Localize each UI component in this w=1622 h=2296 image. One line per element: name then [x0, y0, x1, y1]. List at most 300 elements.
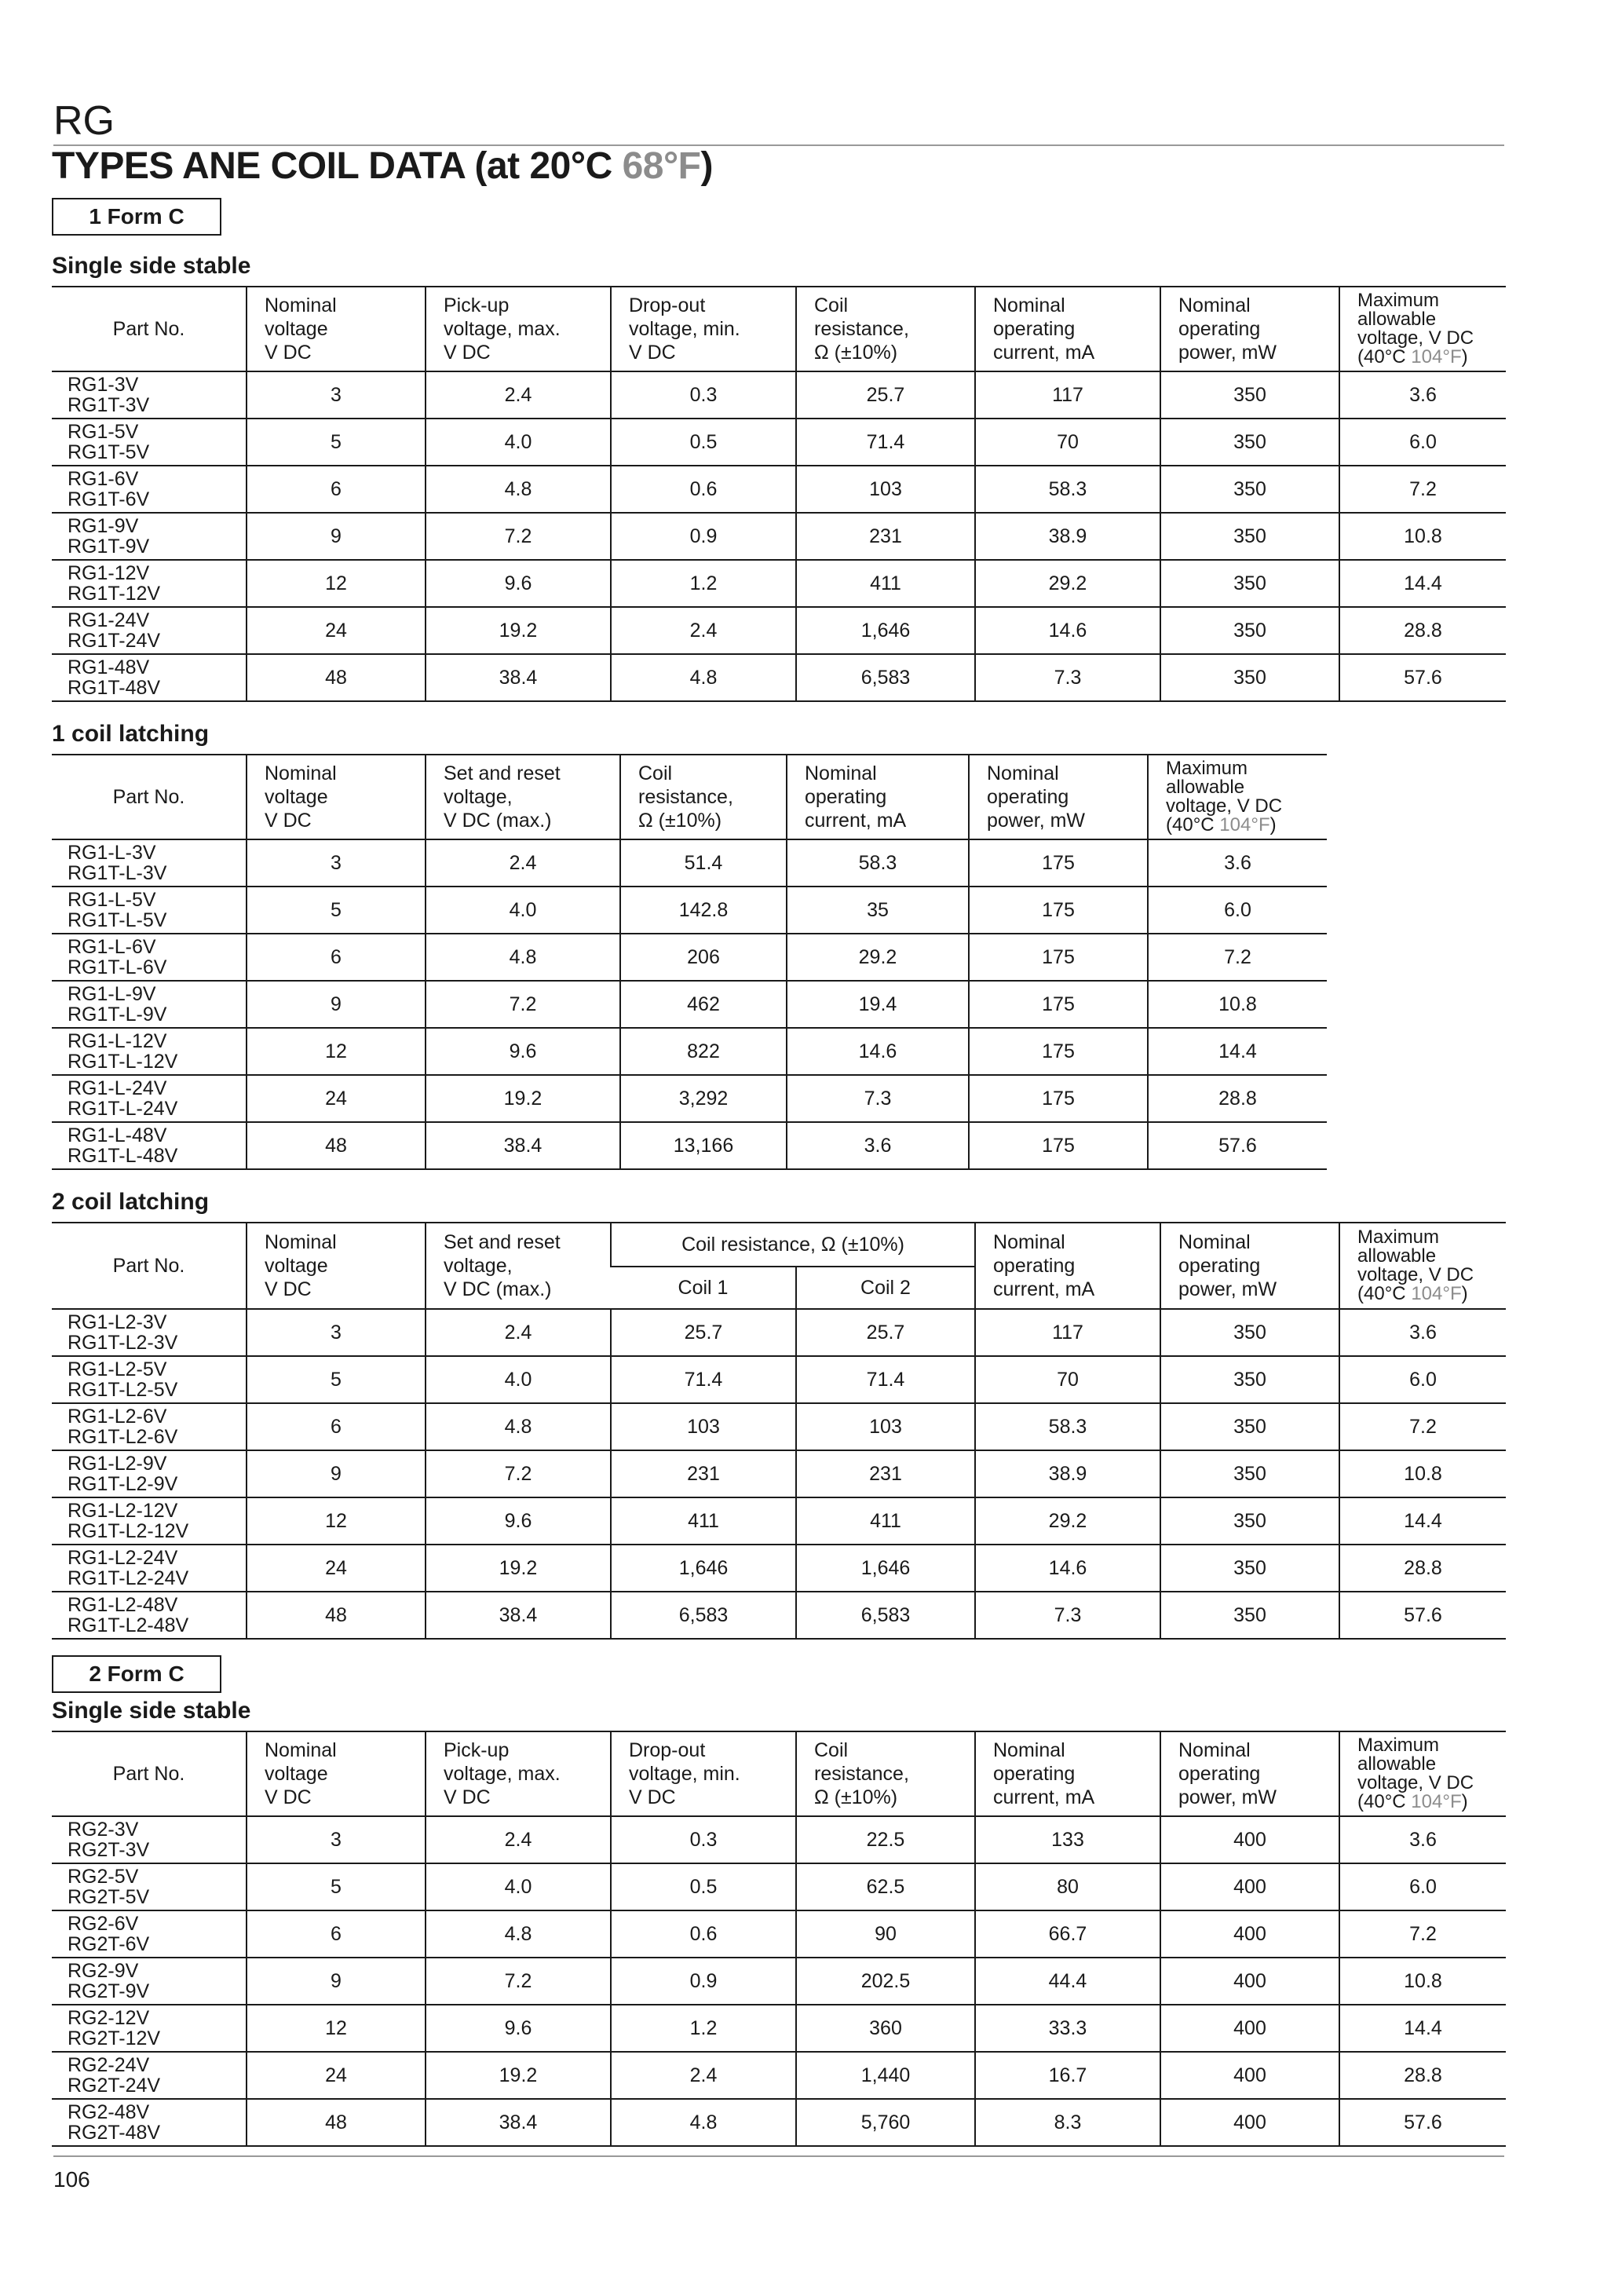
part-number: RG2-12V	[68, 2007, 150, 2029]
title-fahrenheit: 68°F	[622, 145, 701, 187]
form-2c-label: 2 Form C	[52, 1655, 221, 1693]
data-cell: 58.3	[787, 839, 969, 887]
data-cell: 12	[247, 560, 426, 607]
data-cell: 411	[796, 1497, 975, 1545]
data-cell: 25.7	[796, 1309, 975, 1356]
data-cell: 103	[611, 1403, 796, 1450]
table-row	[52, 1356, 1506, 1403]
section-title-2-coil-latching: 2 coil latching	[52, 1189, 210, 1215]
data-cell: 9.6	[426, 1497, 611, 1545]
data-cell: 19.2	[426, 1075, 620, 1122]
data-cell: 0.6	[611, 466, 796, 513]
part-number-cell	[52, 371, 247, 419]
col-header-operating-current: Nominal operating current, mA	[787, 755, 969, 839]
data-cell: 4.8	[426, 1403, 611, 1450]
data-cell: 71.4	[796, 419, 975, 466]
data-cell: 350	[1160, 419, 1339, 466]
data-cell: 4.0	[426, 887, 620, 934]
table-row	[52, 1309, 1506, 1356]
part-number: RG1T-L-6V	[68, 956, 167, 978]
data-cell: 175	[969, 1028, 1148, 1075]
table-row	[52, 560, 1506, 607]
part-number: RG1-3V	[68, 374, 139, 396]
data-cell: 28.8	[1148, 1075, 1327, 1122]
part-number-cell	[52, 2005, 247, 2052]
data-cell: 6	[247, 1403, 426, 1450]
col-header-set-reset-voltage: Set and reset voltage, V DC (max.)	[426, 755, 620, 839]
data-cell: 29.2	[975, 560, 1160, 607]
col-header-coil-2: Coil 2	[796, 1267, 975, 1309]
data-cell: 400	[1160, 1958, 1339, 2005]
data-cell: 175	[969, 1075, 1148, 1122]
part-number-cell	[52, 1592, 247, 1639]
col-header-dropout-voltage: Drop-out voltage, min. V DC	[611, 1731, 796, 1816]
data-cell: 80	[975, 1863, 1160, 1910]
data-cell: 19.2	[426, 2052, 611, 2099]
data-cell: 175	[969, 887, 1148, 934]
col-header-max-voltage: Maximum allowable voltage, V DC (40°C 104°F)	[1339, 1223, 1506, 1309]
part-number: RG1T-L2-3V	[68, 1332, 178, 1354]
part-number: RG1-5V	[68, 421, 139, 443]
table-row	[52, 1958, 1506, 2005]
data-cell: 175	[969, 839, 1148, 887]
part-number: RG2T-48V	[68, 2122, 161, 2144]
data-cell: 350	[1160, 1592, 1339, 1639]
part-number: RG1T-L2-12V	[68, 1520, 189, 1542]
data-cell: 38.4	[426, 2099, 611, 2146]
data-cell: 6,583	[796, 654, 975, 701]
data-cell: 400	[1160, 1816, 1339, 1863]
section-title-1-coil-latching: 1 coil latching	[52, 721, 210, 747]
part-number: RG2-6V	[68, 1913, 139, 1935]
data-cell: 350	[1160, 1403, 1339, 1450]
section-title-single-stable-2c: Single side stable	[52, 1698, 251, 1724]
data-cell: 350	[1160, 607, 1339, 654]
data-cell: 1,646	[611, 1545, 796, 1592]
part-number: RG1T-L-48V	[68, 1145, 178, 1167]
table-row	[52, 934, 1327, 981]
data-cell: 24	[247, 1075, 426, 1122]
col-header-set-reset-voltage: Set and reset voltage, V DC (max.)	[426, 1223, 611, 1309]
data-cell: 360	[796, 2005, 975, 2052]
table-row	[52, 1816, 1506, 1863]
data-cell: 2.4	[426, 1309, 611, 1356]
data-cell: 35	[787, 887, 969, 934]
data-cell: 90	[796, 1910, 975, 1958]
data-cell: 28.8	[1339, 2052, 1506, 2099]
data-cell: 350	[1160, 1497, 1339, 1545]
data-cell: 19.4	[787, 981, 969, 1028]
part-number: RG1T-L-9V	[68, 1004, 167, 1026]
data-cell: 10.8	[1339, 513, 1506, 560]
data-cell: 3	[247, 1816, 426, 1863]
data-cell: 14.4	[1339, 1497, 1506, 1545]
data-cell: 0.5	[611, 419, 796, 466]
data-cell: 3	[247, 1309, 426, 1356]
table-row	[52, 839, 1327, 887]
data-cell: 206	[620, 934, 787, 981]
data-cell: 9.6	[426, 2005, 611, 2052]
data-cell: 10.8	[1339, 1450, 1506, 1497]
data-cell: 3.6	[1148, 839, 1327, 887]
part-number-cell	[52, 981, 247, 1028]
part-number: RG1-L2-6V	[68, 1406, 167, 1428]
data-cell: 175	[969, 1122, 1148, 1169]
part-number-cell	[52, 2099, 247, 2146]
data-cell: 175	[969, 934, 1148, 981]
data-cell: 70	[975, 1356, 1160, 1403]
table-row	[52, 981, 1327, 1028]
part-number: RG1-L2-3V	[68, 1311, 167, 1333]
table-row	[52, 513, 1506, 560]
data-cell: 400	[1160, 2099, 1339, 2146]
part-number: RG1-12V	[68, 562, 150, 584]
data-cell: 0.6	[611, 1910, 796, 1958]
table-row	[52, 1910, 1506, 1958]
part-number-cell	[52, 2052, 247, 2099]
col-header-operating-current: Nominal operating current, mA	[975, 287, 1160, 371]
data-cell: 4.0	[426, 1356, 611, 1403]
data-cell: 19.2	[426, 607, 611, 654]
data-cell: 4.8	[611, 654, 796, 701]
part-number-cell	[52, 1122, 247, 1169]
data-cell: 2.4	[426, 371, 611, 419]
data-cell: 202.5	[796, 1958, 975, 2005]
section-title-single-stable-1c: Single side stable	[52, 253, 251, 279]
part-number-cell	[52, 1309, 247, 1356]
part-number: RG1-L2-9V	[68, 1453, 167, 1475]
col-header-part-no: Part No.	[52, 1223, 247, 1309]
data-cell: 6.0	[1339, 419, 1506, 466]
part-number-cell	[52, 1958, 247, 2005]
table-row	[52, 2052, 1506, 2099]
data-cell: 133	[975, 1816, 1160, 1863]
data-cell: 71.4	[796, 1356, 975, 1403]
data-cell: 350	[1160, 560, 1339, 607]
data-cell: 6	[247, 1910, 426, 1958]
col-header-max-voltage: Maximum allowable voltage, V DC (40°C 104°F)	[1148, 755, 1327, 839]
part-number: RG1T-L2-24V	[68, 1567, 189, 1589]
part-number: RG1T-L-3V	[68, 862, 167, 884]
data-cell: 70	[975, 419, 1160, 466]
data-cell: 411	[611, 1497, 796, 1545]
data-cell: 25.7	[796, 371, 975, 419]
data-cell: 4.8	[426, 466, 611, 513]
part-number: RG1T-L2-48V	[68, 1614, 189, 1636]
col-header-nominal-voltage: Nominal voltage V DC	[247, 1223, 426, 1309]
col-header-max-voltage: Maximum allowable voltage, V DC (40°C 104°F)	[1339, 287, 1506, 371]
part-number-cell	[52, 1075, 247, 1122]
col-header-coil-1: Coil 1	[611, 1267, 796, 1309]
data-cell: 14.6	[787, 1028, 969, 1075]
data-cell: 231	[796, 513, 975, 560]
data-cell: 350	[1160, 1545, 1339, 1592]
data-cell: 14.4	[1339, 560, 1506, 607]
data-cell: 7.2	[1148, 934, 1327, 981]
data-cell: 7.2	[426, 1450, 611, 1497]
part-number: RG1T-L2-5V	[68, 1379, 178, 1401]
data-cell: 3.6	[1339, 1816, 1506, 1863]
part-number: RG2-9V	[68, 1960, 139, 1982]
data-cell: 350	[1160, 654, 1339, 701]
col-header-part-no: Part No.	[52, 1731, 247, 1816]
data-cell: 19.2	[426, 1545, 611, 1592]
part-number: RG1T-L-5V	[68, 909, 167, 931]
part-number: RG1-24V	[68, 609, 150, 631]
table-row	[52, 2005, 1506, 2052]
data-cell: 58.3	[975, 466, 1160, 513]
part-number: RG2-3V	[68, 1819, 139, 1841]
part-number: RG1T-5V	[68, 441, 150, 463]
part-number: RG1-L2-12V	[68, 1500, 178, 1522]
col-header-operating-power: Nominal operating power, mW	[1160, 287, 1339, 371]
data-cell: 822	[620, 1028, 787, 1075]
data-cell: 9.6	[426, 560, 611, 607]
data-cell: 7.2	[1339, 466, 1506, 513]
data-cell: 7.2	[426, 1958, 611, 2005]
part-number: RG1-L-9V	[68, 983, 156, 1005]
title-main: TYPES ANE COIL DATA (at 20°C	[52, 145, 623, 187]
data-cell: 6	[247, 466, 426, 513]
table-row	[52, 1545, 1506, 1592]
data-cell: 9	[247, 981, 426, 1028]
part-number-cell	[52, 419, 247, 466]
data-cell: 38.9	[975, 513, 1160, 560]
data-cell: 6.0	[1148, 887, 1327, 934]
page-title	[52, 144, 713, 188]
part-number: RG1T-L-24V	[68, 1098, 178, 1120]
data-cell: 1,440	[796, 2052, 975, 2099]
part-number-cell	[52, 1403, 247, 1450]
table-row	[52, 371, 1506, 419]
part-number-cell	[52, 560, 247, 607]
part-number: RG1T-6V	[68, 488, 150, 510]
data-cell: 24	[247, 2052, 426, 2099]
data-cell: 5	[247, 1863, 426, 1910]
data-cell: 24	[247, 607, 426, 654]
col-header-pickup-voltage: Pick-up voltage, max. V DC	[426, 1731, 611, 1816]
part-number: RG2-5V	[68, 1866, 139, 1888]
data-cell: 400	[1160, 1910, 1339, 1958]
data-cell: 29.2	[787, 934, 969, 981]
data-cell: 10.8	[1148, 981, 1327, 1028]
table-row	[52, 1497, 1506, 1545]
data-cell: 1.2	[611, 2005, 796, 2052]
part-number: RG2T-12V	[68, 2027, 161, 2049]
part-number-cell	[52, 887, 247, 934]
col-header-coil-resistance: Coil resistance, Ω (±10%)	[620, 755, 787, 839]
part-number: RG1T-3V	[68, 394, 150, 416]
data-cell: 350	[1160, 466, 1339, 513]
part-number: RG1-48V	[68, 656, 150, 678]
data-cell: 350	[1160, 1309, 1339, 1356]
part-number-cell	[52, 1545, 247, 1592]
data-cell: 142.8	[620, 887, 787, 934]
part-number: RG1-L-3V	[68, 842, 156, 864]
part-number-cell	[52, 1863, 247, 1910]
data-cell: 62.5	[796, 1863, 975, 1910]
data-cell: 7.2	[426, 513, 611, 560]
data-cell: 12	[247, 1497, 426, 1545]
data-cell: 14.4	[1148, 1028, 1327, 1075]
data-cell: 3.6	[787, 1122, 969, 1169]
data-cell: 7.2	[1339, 1910, 1506, 1958]
col-header-coil-resistance: Coil resistance, Ω (±10%)	[796, 287, 975, 371]
part-number: RG1T-L-12V	[68, 1051, 178, 1073]
data-cell: 29.2	[975, 1497, 1160, 1545]
table-row	[52, 887, 1327, 934]
col-header-operating-power: Nominal operating power, mW	[1160, 1223, 1339, 1309]
part-number: RG2T-24V	[68, 2075, 161, 2097]
data-cell: 57.6	[1148, 1122, 1327, 1169]
data-cell: 28.8	[1339, 1545, 1506, 1592]
table-1c-single-stable	[52, 286, 1506, 702]
data-cell: 14.6	[975, 1545, 1160, 1592]
data-cell: 38.4	[426, 1592, 611, 1639]
part-number: RG1T-24V	[68, 630, 161, 652]
data-cell: 0.5	[611, 1863, 796, 1910]
footer-divider	[53, 2155, 1504, 2157]
part-number: RG1-L-48V	[68, 1124, 167, 1146]
data-cell: 48	[247, 1592, 426, 1639]
part-number: RG1-L2-24V	[68, 1547, 178, 1569]
data-cell: 1,646	[796, 1545, 975, 1592]
part-number-cell	[52, 654, 247, 701]
data-cell: 1,646	[796, 607, 975, 654]
part-number-cell	[52, 607, 247, 654]
data-cell: 57.6	[1339, 2099, 1506, 2146]
data-cell: 48	[247, 2099, 426, 2146]
part-number-cell	[52, 466, 247, 513]
part-number: RG2T-6V	[68, 1933, 150, 1955]
data-cell: 9.6	[426, 1028, 620, 1075]
col-header-operating-current: Nominal operating current, mA	[975, 1731, 1160, 1816]
data-cell: 14.4	[1339, 2005, 1506, 2052]
col-header-pickup-voltage: Pick-up voltage, max. V DC	[426, 287, 611, 371]
data-cell: 400	[1160, 2005, 1339, 2052]
part-number: RG1-L2-5V	[68, 1358, 167, 1380]
data-cell: 48	[247, 654, 426, 701]
data-cell: 6	[247, 934, 426, 981]
data-cell: 4.0	[426, 1863, 611, 1910]
part-number: RG2T-3V	[68, 1839, 150, 1861]
data-cell: 411	[796, 560, 975, 607]
data-cell: 3	[247, 839, 426, 887]
data-cell: 6.0	[1339, 1356, 1506, 1403]
data-cell: 12	[247, 1028, 426, 1075]
data-cell: 44.4	[975, 1958, 1160, 2005]
data-cell: 2.4	[426, 1816, 611, 1863]
data-cell: 400	[1160, 2052, 1339, 2099]
data-cell: 6,583	[796, 1592, 975, 1639]
data-cell: 3	[247, 371, 426, 419]
table-2-coil-latching	[52, 1222, 1506, 1640]
data-cell: 231	[796, 1450, 975, 1497]
table-row	[52, 607, 1506, 654]
table-row	[52, 1450, 1506, 1497]
col-header-operating-current: Nominal operating current, mA	[975, 1223, 1160, 1309]
title-end: )	[700, 145, 713, 187]
part-number: RG2-24V	[68, 2054, 150, 2076]
part-number: RG2T-9V	[68, 1980, 150, 2002]
data-cell: 6,583	[611, 1592, 796, 1639]
data-cell: 5	[247, 887, 426, 934]
data-cell: 7.2	[426, 981, 620, 1028]
col-header-operating-power: Nominal operating power, mW	[1160, 1731, 1339, 1816]
table-row	[52, 654, 1506, 701]
data-cell: 2.4	[426, 839, 620, 887]
table-row	[52, 1863, 1506, 1910]
data-cell: 13,166	[620, 1122, 787, 1169]
part-number-cell	[52, 839, 247, 887]
col-header-coil-resistance-group: Coil resistance, Ω (±10%)	[611, 1223, 975, 1267]
table-row	[52, 1075, 1327, 1122]
part-number-cell	[52, 1450, 247, 1497]
part-number-cell	[52, 1356, 247, 1403]
part-number: RG1-L2-48V	[68, 1594, 178, 1616]
data-cell: 2.4	[611, 2052, 796, 2099]
data-cell: 103	[796, 1403, 975, 1450]
data-cell: 0.3	[611, 371, 796, 419]
data-cell: 38.4	[426, 1122, 620, 1169]
data-cell: 12	[247, 2005, 426, 2052]
data-cell: 4.0	[426, 419, 611, 466]
data-cell: 71.4	[611, 1356, 796, 1403]
part-number: RG1-L-6V	[68, 936, 156, 958]
part-number: RG1T-12V	[68, 583, 161, 605]
data-cell: 10.8	[1339, 1958, 1506, 2005]
data-cell: 51.4	[620, 839, 787, 887]
data-cell: 462	[620, 981, 787, 1028]
col-header-part-no: Part No.	[52, 287, 247, 371]
data-cell: 350	[1160, 513, 1339, 560]
data-cell: 66.7	[975, 1910, 1160, 1958]
data-cell: 4.8	[426, 1910, 611, 1958]
data-cell: 0.3	[611, 1816, 796, 1863]
data-cell: 3.6	[1339, 371, 1506, 419]
part-number: RG1T-L2-6V	[68, 1426, 178, 1448]
part-number: RG2-48V	[68, 2101, 150, 2123]
table-row	[52, 1028, 1327, 1075]
col-header-dropout-voltage: Drop-out voltage, min. V DC	[611, 287, 796, 371]
table-row	[52, 1592, 1506, 1639]
data-cell: 58.3	[975, 1403, 1160, 1450]
data-cell: 28.8	[1339, 607, 1506, 654]
data-cell: 400	[1160, 1863, 1339, 1910]
part-number: RG1-L-24V	[68, 1077, 167, 1099]
part-number: RG1-L-5V	[68, 889, 156, 911]
data-cell: 7.2	[1339, 1403, 1506, 1450]
table-row	[52, 419, 1506, 466]
part-number: RG1-6V	[68, 468, 139, 490]
data-cell: 16.7	[975, 2052, 1160, 2099]
data-cell: 117	[975, 371, 1160, 419]
data-cell: 117	[975, 1309, 1160, 1356]
col-header-operating-power: Nominal operating power, mW	[969, 755, 1148, 839]
data-cell: 57.6	[1339, 1592, 1506, 1639]
data-cell: 22.5	[796, 1816, 975, 1863]
data-cell: 7.3	[975, 1592, 1160, 1639]
col-header-nominal-voltage: Nominal voltage V DC	[247, 755, 426, 839]
data-cell: 25.7	[611, 1309, 796, 1356]
data-cell: 0.9	[611, 1958, 796, 2005]
table-row	[52, 466, 1506, 513]
part-number-cell	[52, 1816, 247, 1863]
col-header-max-voltage: Maximum allowable voltage, V DC (40°C 104°F)	[1339, 1731, 1506, 1816]
table-row	[52, 2099, 1506, 2146]
data-cell: 38.4	[426, 654, 611, 701]
data-cell: 48	[247, 1122, 426, 1169]
